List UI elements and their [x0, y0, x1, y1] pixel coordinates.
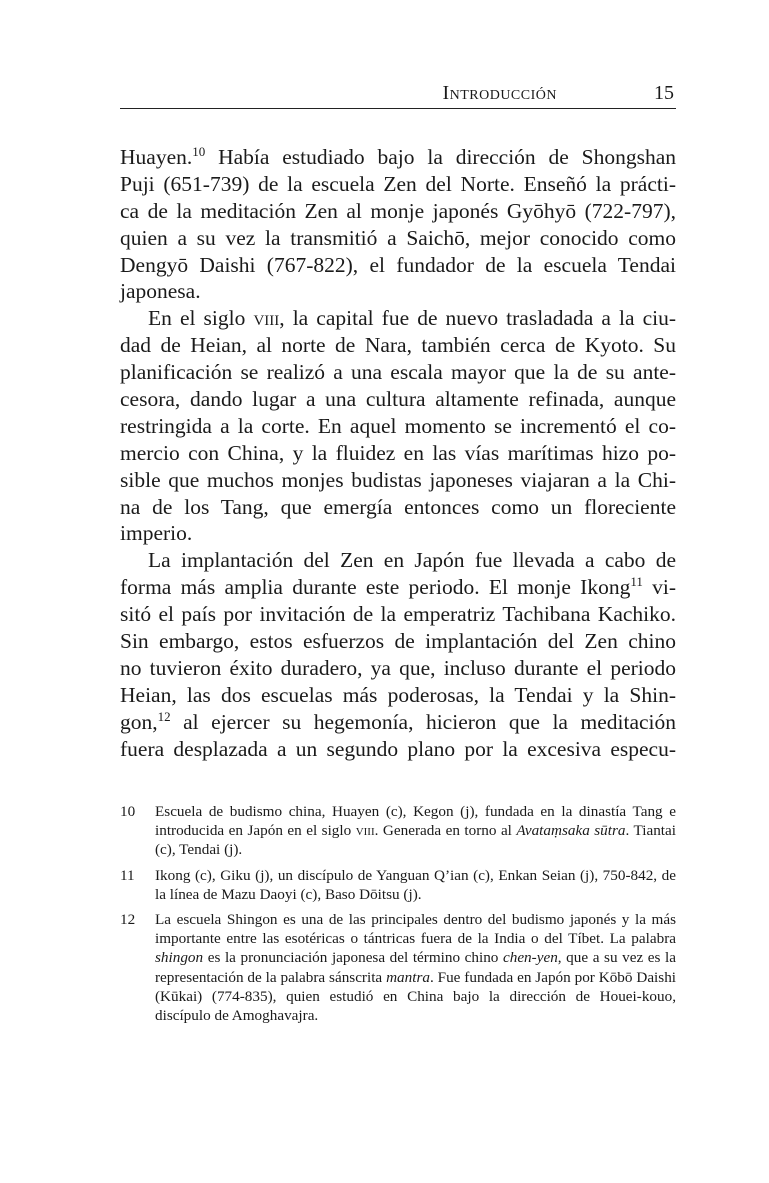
text-line: Sin embargo, estos esfuerzos de implantación del Zen chino: [120, 629, 676, 654]
text-line: fuera desplazada a un segundo plano por la excesiva especu-: [120, 736, 676, 761]
footnote-ref[interactable]: 12: [157, 708, 171, 724]
text-line: planificación se realizó a una escala mayor que la de su ante-: [120, 360, 676, 385]
text-line: no tuvieron éxito duradero, ya que, incluso durante el periodo: [120, 655, 676, 680]
text-line: forma más amplia durante este periodo. El monje Ikong$^{11}$ vi-: [120, 574, 676, 600]
body-text: [120, 144, 676, 762]
text-fragment: Huayen.$^{10}$ Había estudiado bajo la dirección de Shongshan: [120, 144, 677, 169]
footnote-number: 10: [120, 803, 136, 820]
text-line: Puji (651-739) de la escuela Zen del Norte. Enseñó la prácti-: [120, 171, 676, 196]
running-head: Introducción: [442, 82, 557, 104]
text-line: ca de la meditación Zen al monje japonés Gyōhyō (722-797),: [120, 198, 676, 223]
text-line: dad de Heian, al norte de Nara, también cerca de Kyoto. Su: [120, 333, 676, 358]
footnote-number: 11: [120, 866, 135, 884]
text-line: La implantación del Zen en Japón fue llevada a cabo de: [148, 548, 676, 573]
text-line: En el siglo viii, la capital fue de nuevo trasladada a la ciu-: [148, 306, 677, 331]
text-line: Dengyō Daishi (767-822), el fundador de la escuela Tendai: [120, 252, 676, 277]
page-number: 15: [654, 82, 674, 104]
footnote-text: Ikong (c), Giku (j), un discípulo de Yanguan Q’ian (c), Enkan Seian (j), 750-842, de la línea de Mazu Daoyi (c), Baso Dōitsu (j).: [155, 866, 676, 903]
footnotes: [120, 802, 676, 1031]
footnote-ref[interactable]: 10: [192, 144, 206, 159]
text-line: gon,$^{12}$ al ejercer su hegemonía, hicieron que la meditación: [120, 708, 677, 734]
text-line: sitó el país por invitación de la emperatriz Tachibana Kachiko.: [120, 602, 676, 627]
text-line: restringida a la corte. En aquel momento se incrementó el co-: [120, 413, 676, 438]
text-line: Heian, las dos escuelas más poderosas, la Tendai y la Shin-: [120, 682, 676, 707]
footnote-number: 12: [120, 911, 136, 929]
text-line: sible que muchos monjes budistas japoneses viajaran a la Chi-: [120, 467, 676, 492]
footnote-text: La escuela Shingon es una de las principales dentro del budismo japonés y la más importante entre las esotéricas o tántricas fuera de la India o del Tíbet. La palabra shingon es la pronunciación japonesa del término chino chen-yen, que a su vez es la representación de la palabra sánscrita mantra. Fue fundada en Japón por Kōbō Daishi (Kūkai) (774-835), quien estudió en China bajo la dirección de Houei-kouo, discípulo de Amoghavajra.: [155, 911, 677, 1025]
footnote-10: [120, 802, 676, 860]
text-line: [120, 144, 676, 171]
text-line: mercio con China, y la fluidez en las vías marítimas hizo po-: [120, 440, 676, 465]
footnote-ref[interactable]: 11: [630, 574, 643, 590]
text-line: cesora, dando lugar a una cultura altamente refinada, aunque: [120, 387, 676, 412]
footnote-11: [120, 866, 676, 904]
text-line: na de los Tang, que emergía entonces como un floreciente: [120, 494, 676, 519]
footnote-text: Escuela de budismo china, Huayen (c), Kegon (j), fundada en la dinastía Tang e introducida en Japón en el siglo viii. Generada en torno al Avataṃsaka sūtra. Tiantai (c), Tendai (j).: [155, 803, 676, 859]
text-line: imperio.: [120, 521, 193, 546]
text-line: japonesa.: [120, 279, 201, 304]
text-line: quien a su vez la transmitió a Saichō, mejor conocido como: [120, 225, 676, 250]
footnote-12: [120, 910, 676, 1025]
page-header: [120, 82, 676, 109]
